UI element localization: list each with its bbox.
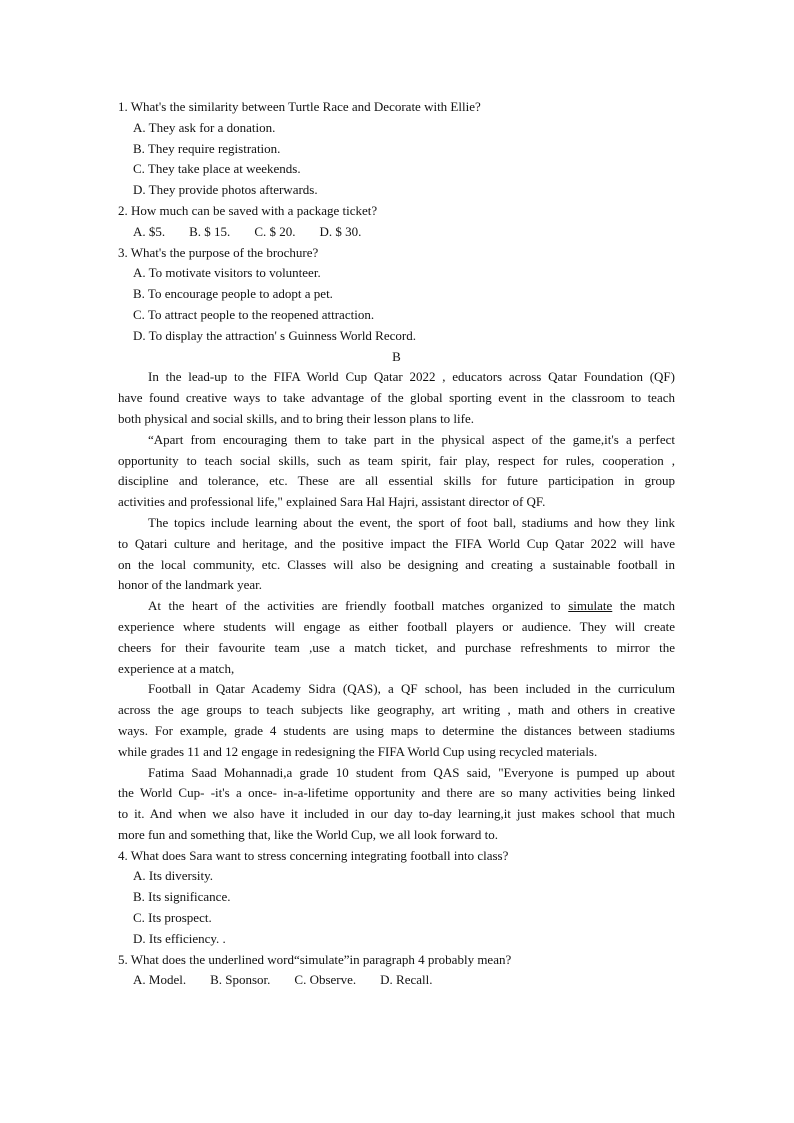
passage-line: while grades 11 and 12 engage in redesigning the FIFA World Cup using recycled materials.	[118, 743, 598, 759]
answer-option: D. $ 30.	[319, 223, 362, 239]
text: the match	[619, 598, 675, 614]
answer-option: D. Its efficiency. .	[133, 930, 226, 946]
question-text: 1. What's the similarity between Turtle Race and Decorate with Ellie?	[118, 99, 481, 114]
passage-line: activities and professional life," explained Sara Hal Hajri, assistant director of QF.	[118, 494, 546, 510]
answer-option: A. To motivate visitors to volunteer.	[133, 265, 321, 281]
answer-option: C. $ 20.	[254, 223, 296, 239]
answer-option: A. Model.	[133, 972, 187, 988]
passage-line: both physical and social skills, and to bring their lesson plans to life.	[118, 410, 475, 426]
answer-options-row	[118, 222, 675, 243]
passage-line: the World Cup- -it's a once- in-a-lifetime opportunity and there are so many activities being linked	[118, 785, 675, 801]
answer-option: A. Its diversity.	[133, 868, 214, 884]
passage-line: The topics include learning about the event, the sport of foot ball, stadiums and how they link	[148, 514, 675, 530]
passage-line: discipline and tolerance, etc. These are all essential skills for future participation in group	[118, 473, 675, 489]
answer-option: B. Sponsor.	[210, 972, 271, 988]
passage-line: across the age groups to teach subjects like geography, art writing , math and others in creative	[118, 702, 675, 718]
passage-line: to it. And when we also have it included in our day to-day learning,it just makes school that much	[118, 806, 675, 822]
answer-option: B. They require registration.	[133, 140, 281, 156]
passage-line: opportunity to teach social skills, such as team spirit, fair play, respect for rules, cooperation ,	[118, 452, 675, 468]
passage-line: In the lead-up to the FIFA World Cup Qatar 2022 , educators across Qatar Foundation (QF)	[148, 369, 675, 385]
underlined-word: simulate	[568, 598, 613, 614]
passage-line: more fun and something that, like the World Cup, we all look forward to.	[118, 826, 498, 842]
passage-line: have found creative ways to take advantage of the global sporting event in the classroom to teach	[118, 390, 675, 406]
answer-option: D. To display the attraction' s Guinness World Record.	[133, 327, 416, 343]
question-text: 4. What does Sara want to stress concerning integrating football into class?	[118, 847, 509, 863]
passage-line: honor of the landmark year.	[118, 577, 263, 593]
answer-option: C. To attract people to the reopened attraction.	[133, 306, 375, 322]
question-text: 5. What does the underlined word“simulate”in paragraph 4 probably mean?	[118, 951, 512, 967]
passage-line: experience where students will engage as either football players or audience. They will create	[118, 618, 675, 634]
answer-option: C. Its prospect.	[133, 910, 212, 926]
answer-option: C. They take place at weekends.	[133, 161, 301, 177]
passage-line: experience at a match,	[118, 660, 235, 676]
answer-options-row	[118, 970, 675, 991]
passage-line: ways. For example, grade 4 students are using maps to determine the distances between stadiums	[118, 722, 675, 738]
passage-line: cheers for their favourite team ,use a match ticket, and purchase refreshments to mirror the	[118, 639, 675, 655]
answer-option: A. $5.	[133, 223, 166, 239]
passage-line: “Apart from encouraging them to take part in the physical aspect of the game,it's a perfect	[148, 431, 675, 447]
passage-line: Fatima Saad Mohannadi,a grade 10 student from QAS said, "Everyone is pumped up about	[148, 764, 675, 780]
answer-option: D. Recall.	[380, 972, 433, 988]
answer-option: B. To encourage people to adopt a pet.	[133, 286, 333, 302]
section-label: B	[392, 348, 401, 364]
answer-option: D. They provide photos afterwards.	[133, 182, 318, 198]
passage-line: Football in Qatar Academy Sidra (QAS), a QF school, has been included in the curriculum	[148, 681, 675, 697]
answer-option: A. They ask for a donation.	[133, 119, 276, 135]
answer-option: B. Its significance.	[133, 889, 231, 905]
passage-line-with-underline	[118, 596, 675, 617]
exam-page	[118, 97, 675, 991]
question-text: 3. What's the purpose of the brochure?	[118, 244, 319, 260]
answer-option: C. Observe.	[294, 972, 357, 988]
question-text: 2. How much can be saved with a package ticket?	[118, 202, 378, 218]
answer-option: B. $ 15.	[189, 223, 231, 239]
text: At the heart of the activities are friendly football matches organized to	[148, 598, 561, 614]
passage-line: on the local community, etc. Classes will also be designing and creating a sustainable football in	[118, 556, 675, 572]
passage-line: to Qatari culture and heritage, and the positive impact the FIFA World Cup Qatar 2022 will have	[118, 535, 675, 551]
